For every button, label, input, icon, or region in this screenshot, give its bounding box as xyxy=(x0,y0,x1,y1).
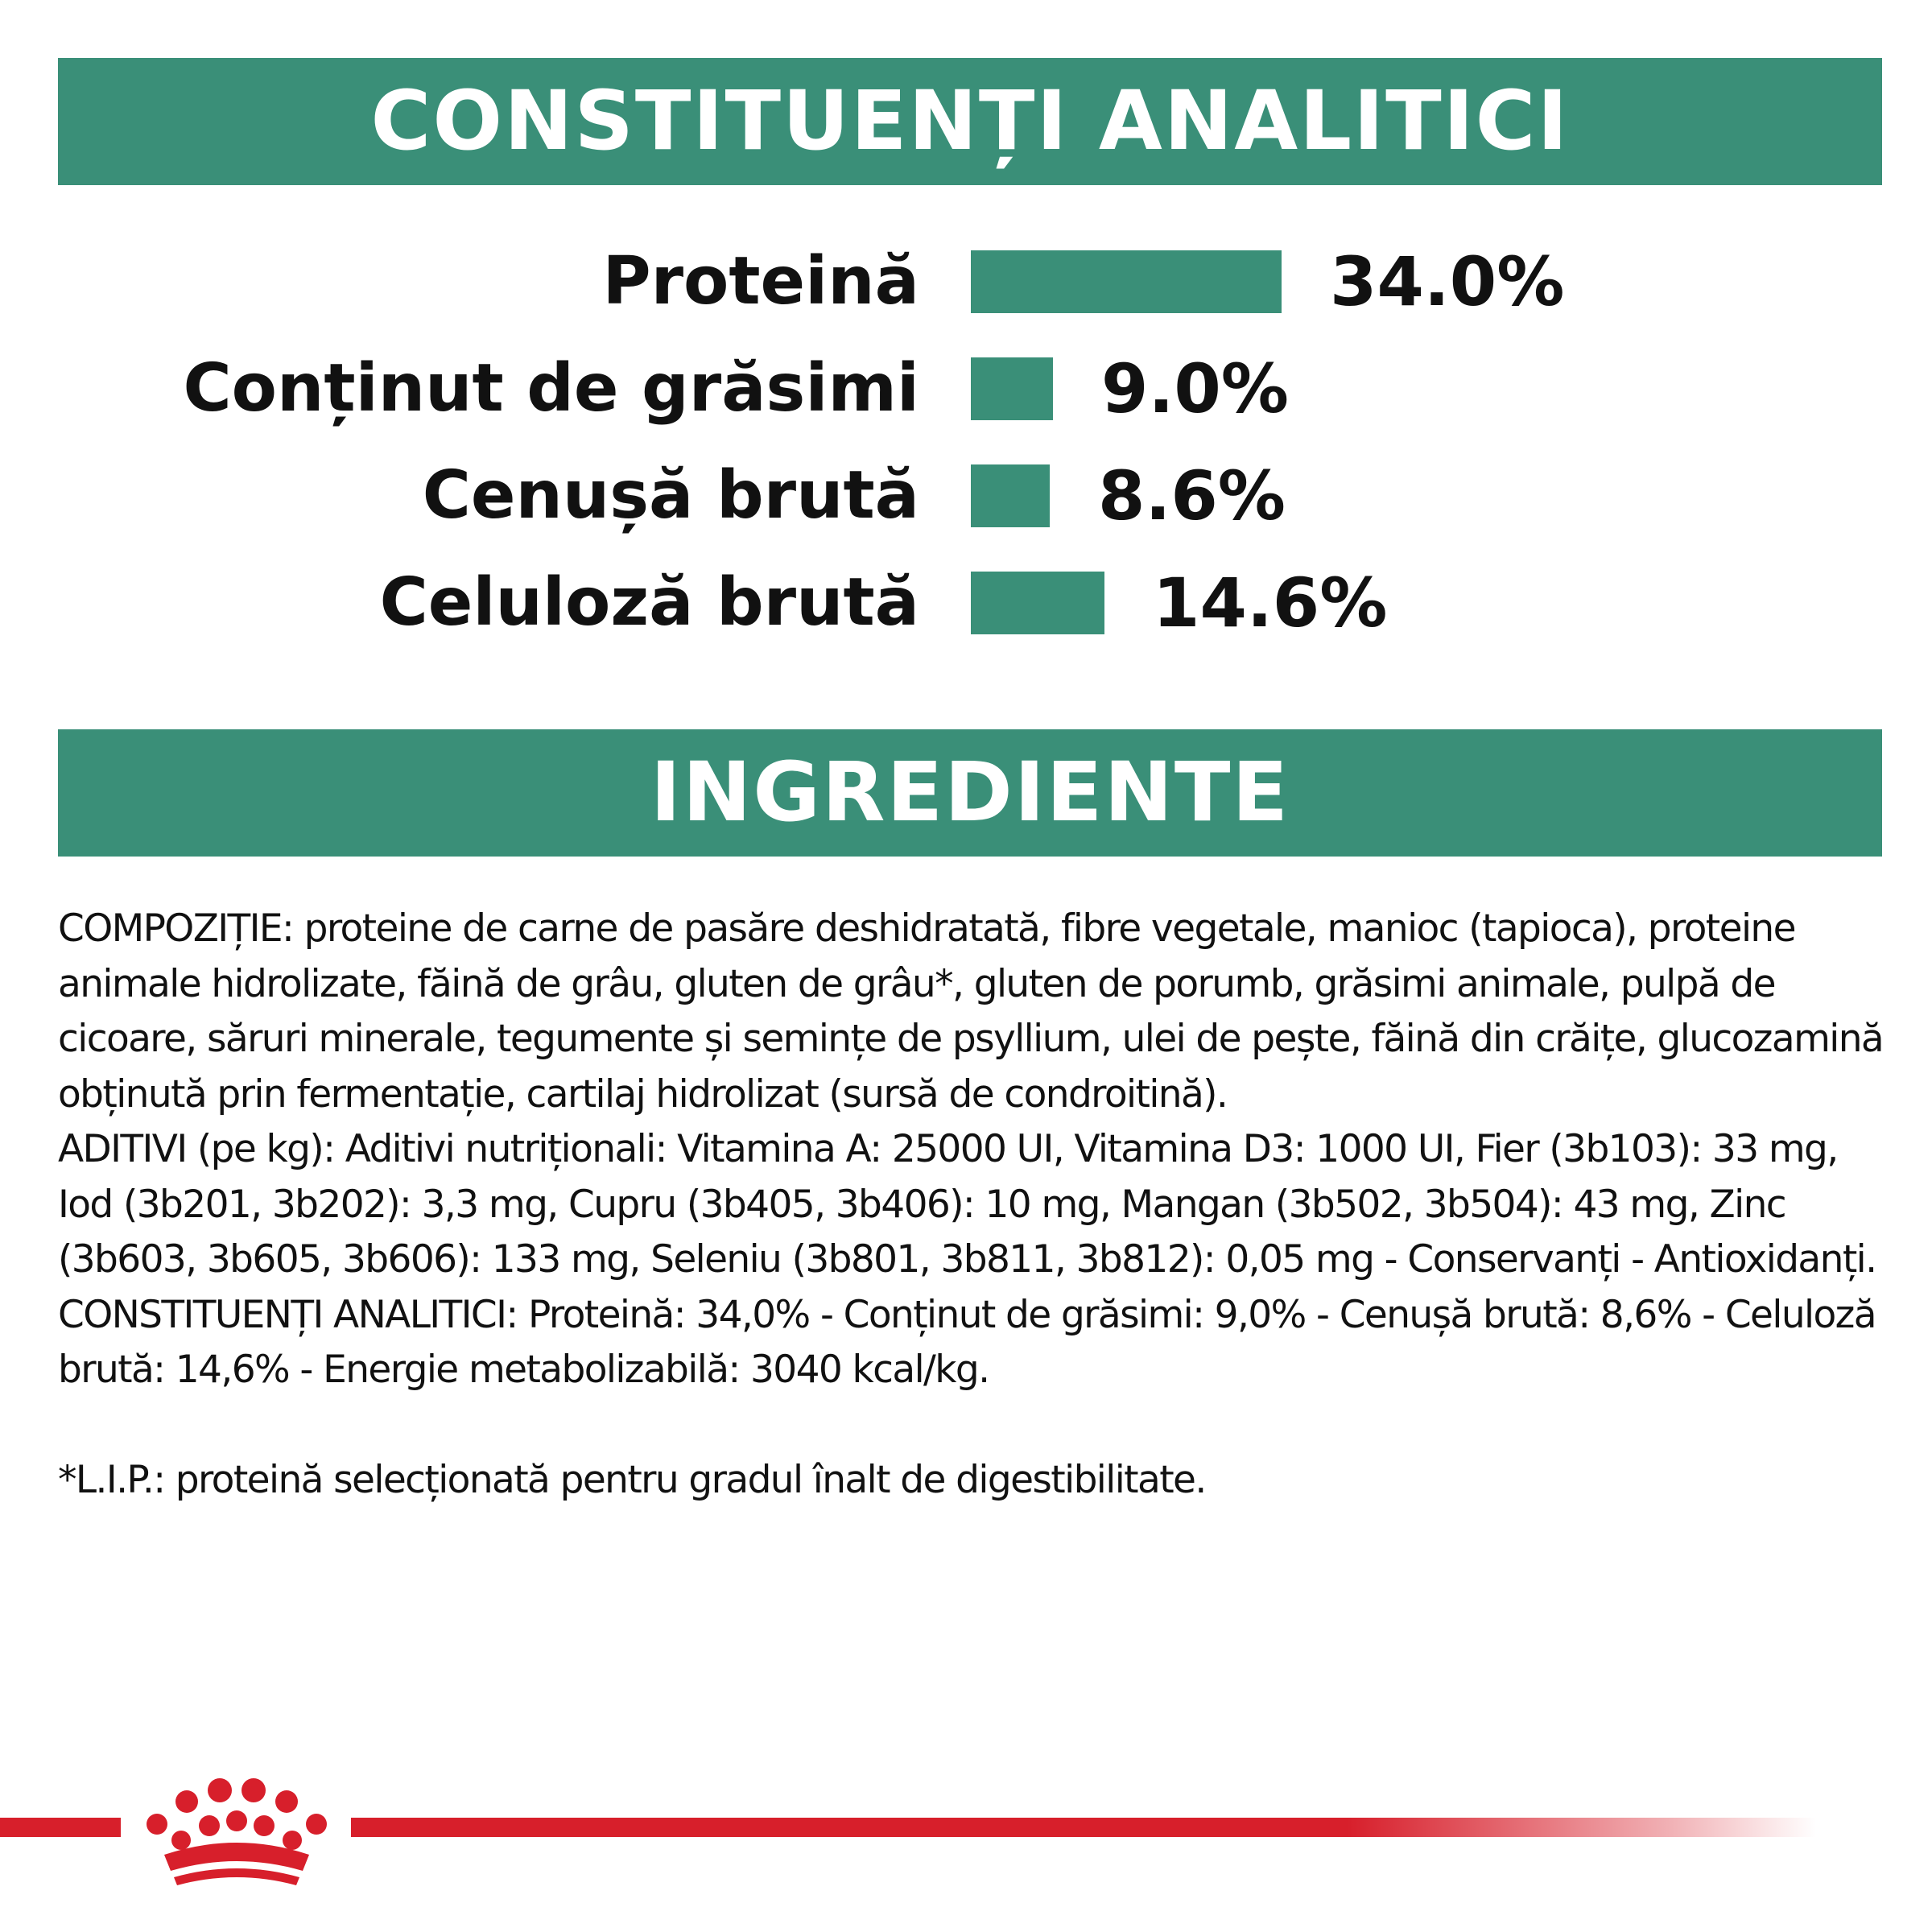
nutrient-value: 14.6% xyxy=(1153,564,1388,642)
nutrient-bar xyxy=(971,250,1282,313)
footer-red-line-right xyxy=(351,1818,1816,1837)
nutrient-value: 9.0% xyxy=(1101,349,1289,428)
analytic-paragraph: CONSTITUENȚI ANALITICI: Proteină: 34,0% - Conținut de grăsimi: 9,0% - Cenușă brută: 8,6% - Celuloză brută: 14,6% - Energie metabolizabilă: 3040 kcal/kg. xyxy=(58,1292,1876,1392)
nutrient-row-fat xyxy=(0,336,1932,441)
nutrient-row-protein xyxy=(0,229,1932,334)
analytic-header-title: CONSTITUENȚI ANALITICI xyxy=(370,73,1570,169)
composition-paragraph: COMPOZIȚIE: proteine de carne de pasăre deshidratată, fibre vegetale, manioc (tapioca), proteine animale hidrolizate, făină de grâu, gluten de grâu*, gluten de porumb, grăsimi animale, pulpă de cicoare, săruri minerale, tegumente și semințe de psyllium, ulei de pește, făină din crăițe, glucozamină obținută prin fermentație, cartilaj hidrolizat (sursă de condroitină). xyxy=(58,906,1884,1117)
footnote: *L.I.P.: proteină selecționată pentru gradul înalt de digestibilitate. xyxy=(58,1458,1206,1502)
nutrient-bar xyxy=(971,464,1050,527)
nutrient-value: 8.6% xyxy=(1098,456,1286,535)
crown-icon xyxy=(137,1768,338,1889)
ingredients-header-banner xyxy=(58,729,1882,857)
nutrient-bar xyxy=(971,572,1104,634)
nutrient-label: Cenușă brută xyxy=(422,457,919,534)
nutrient-row-ash xyxy=(0,444,1932,548)
nutrient-value: 34.0% xyxy=(1330,242,1565,321)
ingredients-header-title: INGREDIENTE xyxy=(650,745,1290,840)
paragraph-gap xyxy=(58,1398,1901,1454)
nutrient-label: Conținut de grăsimi xyxy=(183,350,919,427)
analytic-header-banner xyxy=(58,58,1882,185)
nutrient-bar xyxy=(971,357,1053,420)
footer-red-line-left xyxy=(0,1818,121,1837)
nutrient-label: Celuloză brută xyxy=(379,564,919,641)
ingredients-text xyxy=(58,902,1901,1509)
nutrient-label: Proteină xyxy=(602,243,919,320)
additives-paragraph: ADITIVI (pe kg): Aditivi nutriționali: Vitamina A: 25000 UI, Vitamina D3: 1000 UI, Fier (3b103): 33 mg, Iod (3b201, 3b202): 3,3 mg, Cupru (3b405, 3b406): 10 mg, Mangan (3b502, 3b504): 43 mg, Zinc (3b603, 3b605, 3b606): 133 mg, Seleniu (3b801, 3b811, 3b812): 0,05 mg - Conservanți - Antioxidanți. xyxy=(58,1127,1876,1282)
nutrient-row-fibre xyxy=(0,551,1932,655)
